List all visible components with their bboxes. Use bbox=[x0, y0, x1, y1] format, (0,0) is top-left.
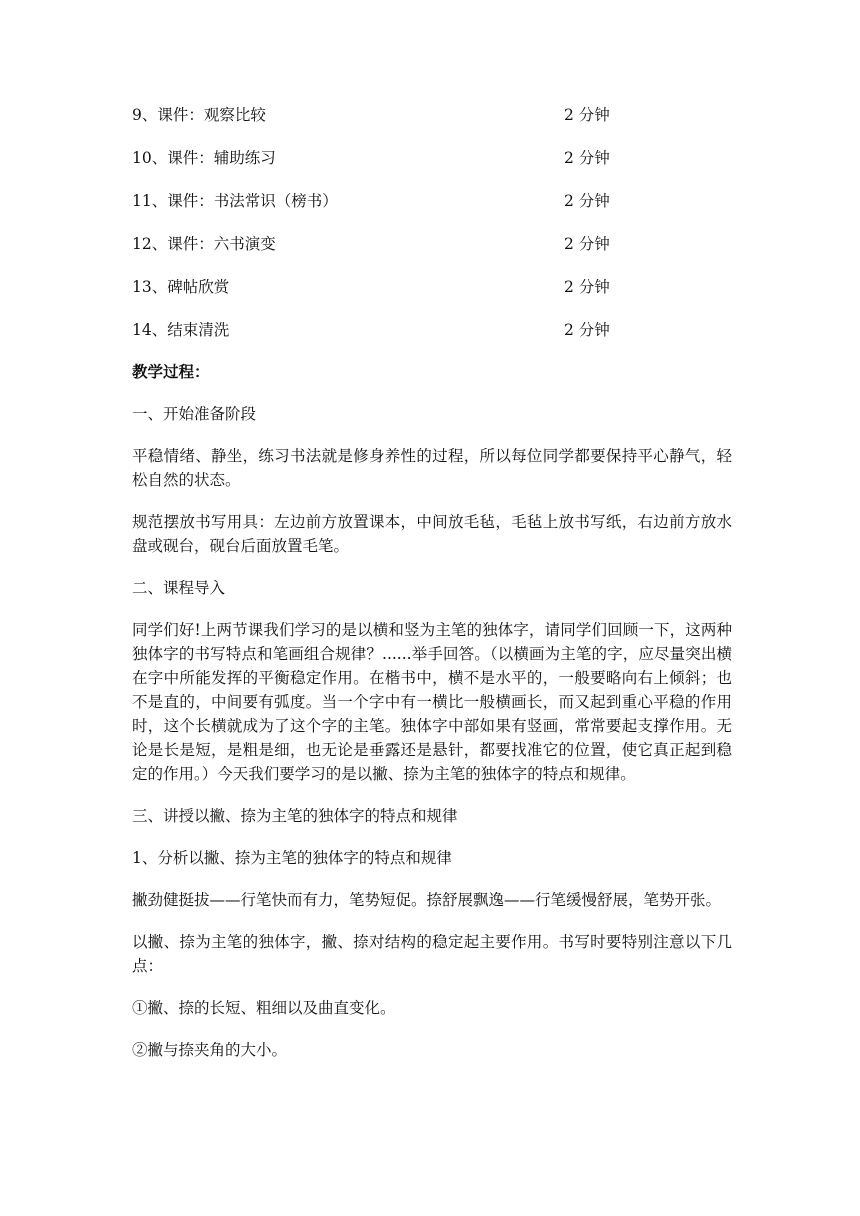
schedule-item-time: 2 分钟 bbox=[564, 278, 610, 296]
schedule-item-label: 12、课件：六书演变 bbox=[132, 235, 276, 253]
section-heading: 教学过程： bbox=[132, 362, 210, 381]
body-paragraph: 平稳情绪、静坐，练习书法就是修身养性的过程，所以每位同学都要保持平心静气，轻松自然的状态。 bbox=[132, 447, 732, 489]
schedule-row bbox=[132, 313, 732, 356]
schedule-row bbox=[132, 184, 732, 227]
body-paragraph: 规范摆放书写用具：左边前方放置课本，中间放毛毡，毛毡上放书写纸，右边前方放水盘或砚台，砚台后面放置毛笔。 bbox=[132, 513, 732, 555]
document-content bbox=[132, 98, 732, 1080]
schedule-item-label: 14、结束清洗 bbox=[132, 321, 230, 339]
schedule-item-label: 9、课件：观察比较 bbox=[132, 106, 266, 124]
subsection-title: 二、课程导入 bbox=[132, 579, 226, 597]
body-paragraph: 同学们好!上两节课我们学习的是以横和竖为主笔的独体字，请同学们回顾一下，这两种独体字的书写特点和笔画组合规律？......举手回答。（以横画为主笔的字，应尽量突出横在字中所能发挥的平衡稳定作用。在楷书中，横不是水平的，一般要略向右上倾斜；也不是直的，中间要有弧度。当一个字中有一横比一般横画长，而又起到重心平稳的作用时，这个长横就成为了这个字的主笔。独体字中部如果有竖画，常常要起支撑作用。无论是长是短，是粗是细，也无论是垂露还是悬针，都要找准它的位置，使它真正起到稳定的作用。）今天我们要学习的是以撇、捺为主笔的独体字的特点和规律。 bbox=[132, 621, 732, 783]
subsection-title: 一、开始准备阶段 bbox=[132, 405, 257, 423]
subsection-title: 1、分析以撇、捺为主笔的独体字的特点和规律 bbox=[132, 849, 452, 867]
list-point: ②撇与捺夹角的大小。 bbox=[132, 1041, 288, 1059]
schedule-item-time: 2 分钟 bbox=[564, 149, 610, 167]
schedule-item-label: 13、碑帖欣赏 bbox=[132, 278, 230, 296]
schedule-item-label: 11、课件：书法常识（榜书） bbox=[132, 192, 338, 210]
subsection-title: 三、讲授以撇、捺为主笔的独体字的特点和规律 bbox=[132, 807, 458, 825]
body-paragraph: 撇劲健挺拔——行笔快而有力，笔势短促。捺舒展飘逸——行笔缓慢舒展，笔势开张。 bbox=[132, 891, 722, 909]
schedule-row bbox=[132, 270, 732, 313]
schedule-row bbox=[132, 98, 732, 141]
schedule-item-time: 2 分钟 bbox=[564, 106, 610, 124]
schedule-list bbox=[132, 98, 732, 356]
schedule-item-time: 2 分钟 bbox=[564, 192, 610, 210]
list-point: ①撇、捺的长短、粗细以及曲直变化。 bbox=[132, 999, 396, 1017]
schedule-row bbox=[132, 141, 732, 184]
schedule-item-time: 2 分钟 bbox=[564, 321, 610, 339]
schedule-item-time: 2 分钟 bbox=[564, 235, 610, 253]
schedule-row bbox=[132, 227, 732, 270]
body-paragraph: 以撇、捺为主笔的独体字，撇、捺对结构的稳定起主要作用。书写时要特别注意以下几点： bbox=[132, 933, 732, 975]
schedule-item-label: 10、课件：辅助练习 bbox=[132, 149, 276, 167]
